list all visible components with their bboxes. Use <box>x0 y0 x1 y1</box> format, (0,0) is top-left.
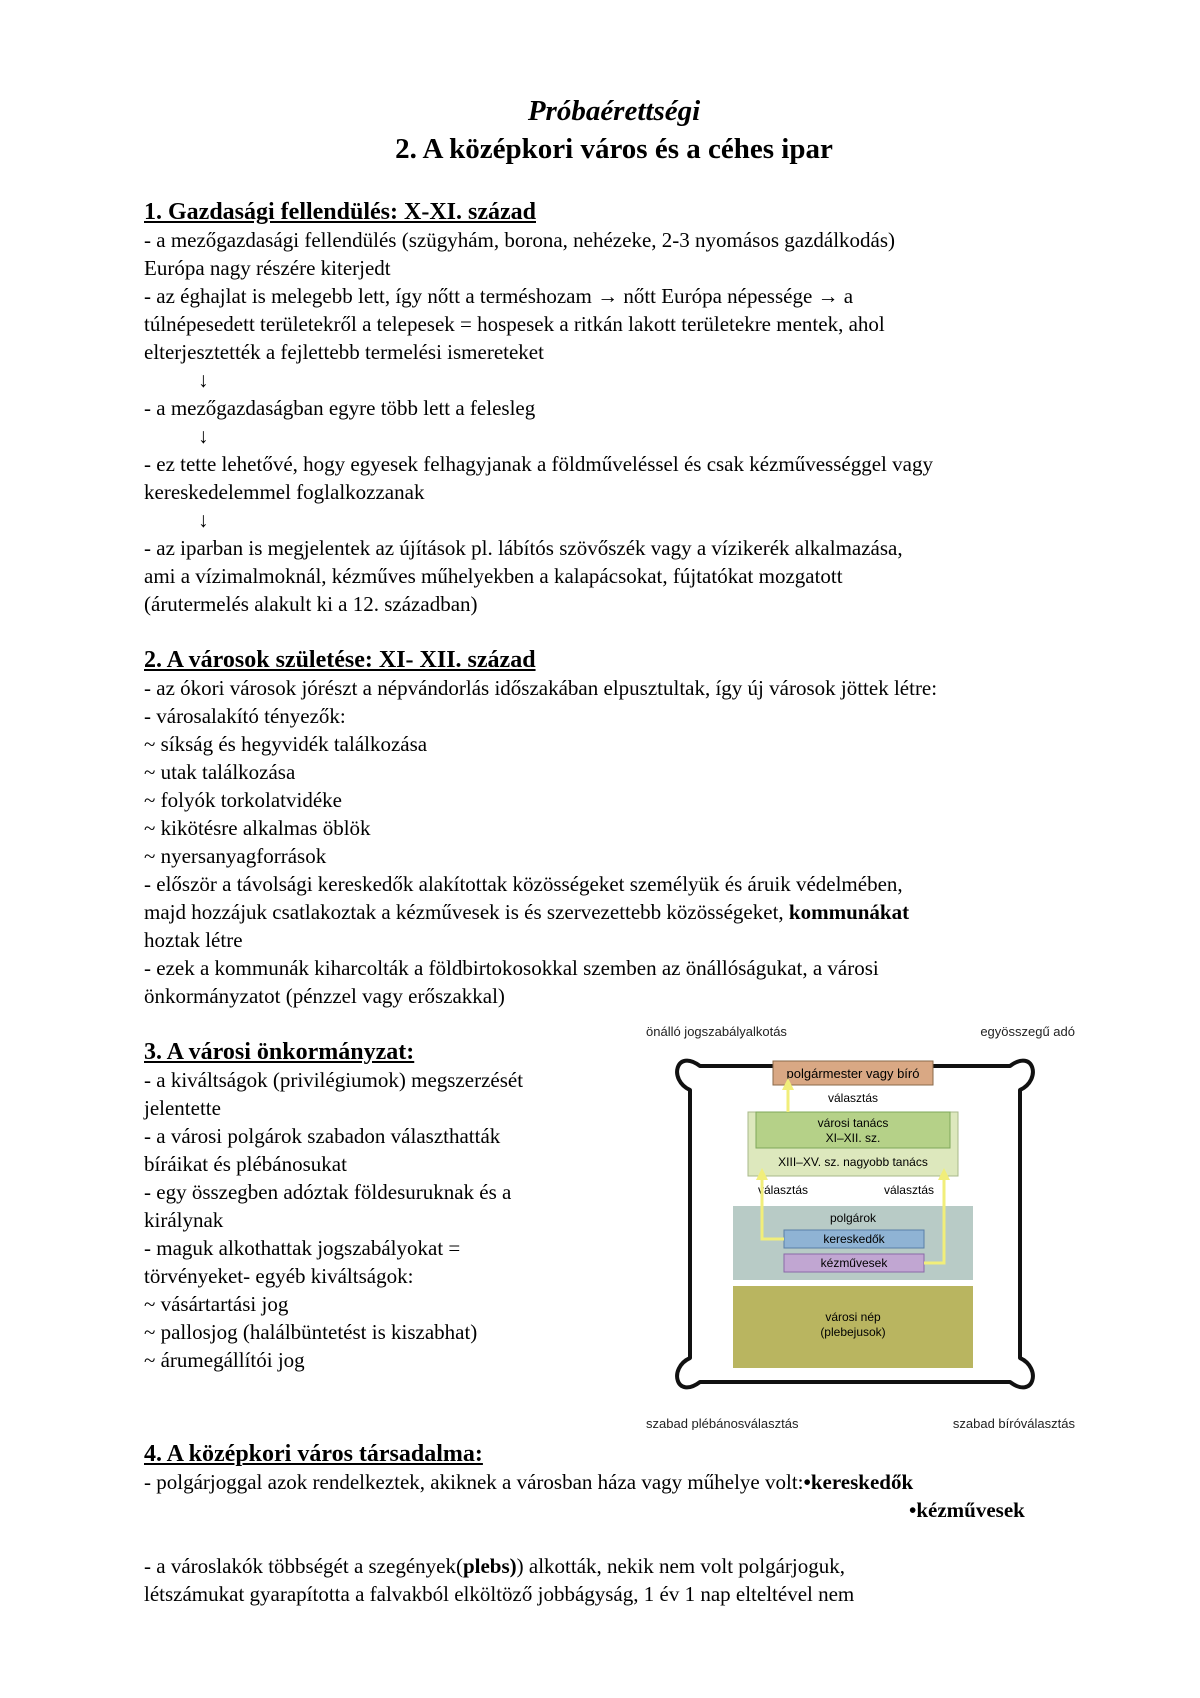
section1-line: - a mezőgazdaságban egyre több lett a felesleg <box>144 396 536 420</box>
valasztas-label: választás <box>883 1183 934 1197</box>
section2-line <box>144 898 1084 926</box>
section3-line: ~ pallosjog (halálbüntetést is kiszabhat) <box>144 1320 478 1344</box>
section1-line: - az éghajlat is melegebb lett, így nőtt a terméshozam → nőtt Európa népessége → a <box>144 284 854 308</box>
section1-line: túlnépesedett területekről a telepesek = hospesek a ritkán lakott területekre mentek, ahol <box>144 312 885 336</box>
down-arrow-icon: ↓ <box>198 424 209 448</box>
section3-line: ~ vásártartási jog <box>144 1292 289 1316</box>
section2-line: - ezek a kommunák kiharcolták a földbirtokosokkal szemben az önállóságukat, a városi <box>144 956 879 980</box>
document-page <box>144 92 1084 1608</box>
section2-line: ~ síkság és hegyvidék találkozása <box>144 732 428 756</box>
people-sublabel: (plebejusok) <box>820 1325 886 1339</box>
section3-line: - maguk alkothattak jogszabályokat = <box>144 1236 461 1260</box>
section1-line: - a mezőgazdasági fellendülés (szügyhám, borona, nehézeke, 2-3 nyomásos gazdálkodás) <box>144 228 896 252</box>
section3-line: - a városi polgárok szabadon választhatták <box>144 1124 501 1148</box>
section2-line: ~ kikötésre alkalmas öblök <box>144 816 371 840</box>
section3-line: törvényeket- egyéb kiváltságok: <box>144 1264 414 1288</box>
bullet-artisans: •kézművesek <box>909 1498 1025 1522</box>
section3-heading: 3. A városi önkormányzat: <box>144 1039 415 1065</box>
section3-text <box>144 1038 614 1374</box>
section1-line: (árutermelés alakult ki a 12. században) <box>144 592 478 616</box>
valasztas-label: választás <box>758 1183 809 1197</box>
section2-line: hoztak létre <box>144 928 243 952</box>
section4-line-text: ) alkották, nekik nem volt polgárjoguk, <box>516 1554 846 1578</box>
section2-heading: 2. A városok születése: XI- XII. század <box>144 647 536 673</box>
diagram-corner-label: önálló jogszabályalkotás <box>646 1024 787 1039</box>
section2-line-text: majd hozzájuk csatlakoztak a kézművesek is és szervezettebb közösségeket, <box>144 900 789 924</box>
section2-line: - városalakító tényezők: <box>144 704 346 728</box>
section4-line <box>144 1552 1084 1580</box>
section4-line-text: - a városlakók többségét a szegények( <box>144 1554 463 1578</box>
diagram-corner-label: szabad plébánosválasztás <box>646 1416 799 1430</box>
section2-line: ~ utak találkozása <box>144 760 296 784</box>
section1-line: Európa nagy részére kiterjedt <box>144 256 391 280</box>
section3-line: ~ árumegállítói jog <box>144 1348 305 1372</box>
section2-line: - először a távolsági kereskedők alakítottak közösségeket személyük és áruik védelmében, <box>144 872 903 896</box>
section3 <box>144 1024 1084 1430</box>
section4-line: létszámukat gyarapította a falvakból elköltöző jobbágyság, 1 év 1 nap elteltével nem <box>144 1582 855 1606</box>
section2-line: - az ókori városok jórészt a népvándorlás időszakában elpusztultak, így új városok jöttek létre: <box>144 676 938 700</box>
section1-line: - ez tette lehetővé, hogy egyesek felhagyjanak a földműveléssel és csak kézművességgel vagy <box>144 452 933 476</box>
section2-line: ~ nyersanyagforrások <box>144 844 327 868</box>
town-government-diagram <box>638 1018 1078 1430</box>
plebs-term: plebs) <box>462 1554 517 1578</box>
section2-line: ~ folyók torkolatvidéke <box>144 788 342 812</box>
council-label: városi tanács <box>817 1116 889 1130</box>
section3-line: királynak <box>144 1208 224 1232</box>
document-title: Próbaérettségi <box>527 95 701 127</box>
section3-line: - a kiváltságok (privilégiumok) megszerzését <box>144 1068 524 1092</box>
kommunak-term: kommunákat <box>788 900 910 924</box>
down-arrow-icon: ↓ <box>198 368 209 392</box>
section3-line: bíráikat és plébánosukat <box>144 1152 347 1176</box>
bullet-merchants: •kereskedők <box>803 1470 914 1494</box>
valasztas-label: választás <box>827 1091 879 1105</box>
down-arrow-icon: ↓ <box>198 508 209 532</box>
section3-line: - egy összegben adóztak földesuruknak és a <box>144 1180 512 1204</box>
section4-line-text: - polgárjoggal azok rendelkeztek, akiknek a városban háza vagy műhelye volt: <box>144 1470 804 1494</box>
big-council-label: XIII–XV. sz. nagyobb tanács <box>778 1155 928 1169</box>
citizens-label: polgárok <box>829 1211 877 1225</box>
section4-line <box>144 1496 1084 1524</box>
document-subtitle: 2. A középkori város és a céhes ipar <box>395 133 833 165</box>
artisans-label: kézművesek <box>820 1256 888 1270</box>
section2-line: önkormányzatot (pénzzel vagy erőszakkal) <box>144 984 505 1008</box>
section1-line: ami a vízimalmoknál, kézműves műhelyekben a kalapácsokat, fújtatókat mozgatott <box>144 564 843 588</box>
diagram-corner-label: szabad bíróválasztás <box>952 1416 1075 1430</box>
section3-line: jelentette <box>144 1096 221 1120</box>
council-century-label: XI–XII. sz. <box>825 1131 881 1145</box>
mayor-label: polgármester vagy bíró <box>786 1066 920 1081</box>
section1-heading: 1. Gazdasági fellendülés: X-XI. század <box>144 199 536 225</box>
section4-line <box>144 1468 1084 1496</box>
section1-line: kereskedelemmel foglalkozzanak <box>144 480 425 504</box>
diagram-corner-label: egyösszegű adó <box>980 1024 1075 1039</box>
section1-line: - az iparban is megjelentek az újítások pl. lábítós szövőszék vagy a vízikerék alkalmazása, <box>144 536 903 560</box>
merchants-label: kereskedők <box>823 1232 885 1246</box>
section4-heading: 4. A középkori város társadalma: <box>144 1441 483 1467</box>
section1-line: elterjesztették a fejlettebb termelési ismereteket <box>144 340 544 364</box>
people-label: városi nép <box>825 1310 881 1324</box>
